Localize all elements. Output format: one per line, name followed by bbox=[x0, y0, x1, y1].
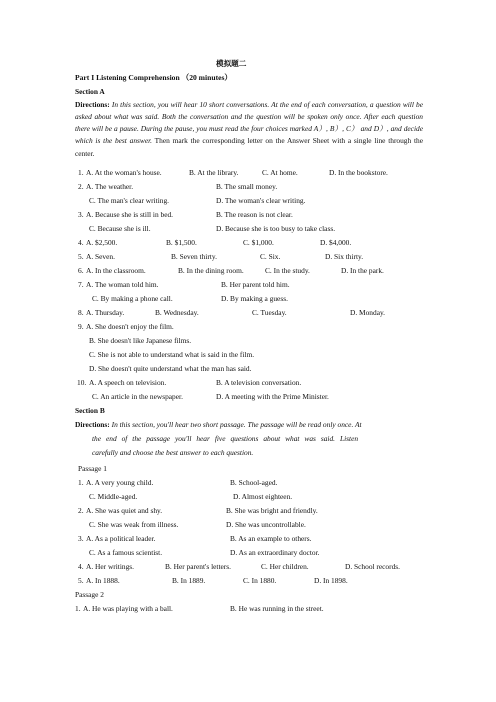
question-number: 2. bbox=[78, 182, 84, 191]
option: A. $2,500. bbox=[86, 238, 118, 247]
directions-plain-text: Then mark the corresponding letter on the Answer Sheet with a single line through the center. bbox=[75, 136, 423, 158]
option: A. Because she is still in bed. bbox=[86, 210, 174, 219]
option: C. At home. bbox=[262, 168, 298, 177]
option: C. In 1880. bbox=[243, 576, 277, 585]
option: C. She was weak from illness. bbox=[89, 520, 179, 529]
option: C. Six. bbox=[260, 252, 281, 261]
option: B. School-aged. bbox=[230, 478, 278, 487]
question-number: 3. bbox=[78, 534, 84, 543]
option: A. In 1888. bbox=[86, 576, 120, 585]
option: C. Middle-aged. bbox=[89, 492, 138, 501]
directions-label: Directions: bbox=[75, 99, 110, 109]
option: B. She was bright and friendly. bbox=[226, 506, 318, 515]
option: D. $4,000. bbox=[320, 238, 352, 247]
passage-2-label: Passage 2 bbox=[75, 590, 104, 599]
option: C. Because she is ill. bbox=[89, 224, 151, 233]
question-number: 4. bbox=[78, 562, 84, 571]
option: D. In the bookstore. bbox=[329, 168, 388, 177]
option: A. At the woman's house. bbox=[86, 168, 162, 177]
option: D. The woman's clear writing. bbox=[216, 196, 306, 205]
question-number: 1. bbox=[75, 604, 81, 613]
option: D. She doesn't quite understand what the man has said. bbox=[89, 364, 252, 373]
option: C. Tuesday. bbox=[252, 308, 287, 317]
option: A. A very young child. bbox=[86, 478, 154, 487]
option: B. Wednesday. bbox=[155, 308, 199, 317]
section-b-directions-line1 bbox=[75, 420, 362, 429]
directions-italic-text: In this section, you will hear 10 short conversations. At the end of each conversation, a question will be asked about what was said. Both the conversation and the question will be spoken only once. After each question there will be a pause. During the pause, you must read the four choices marked A）, B）, C） and D）, and decide which is the best answer. bbox=[75, 99, 423, 146]
option: A. A speech on television. bbox=[89, 378, 167, 387]
option: B. At the library. bbox=[189, 168, 239, 177]
option: A. She was quiet and shy. bbox=[86, 506, 163, 515]
option: A. The woman told him. bbox=[86, 280, 159, 289]
option: B. Her parent told him. bbox=[221, 280, 290, 289]
option: D. Monday. bbox=[350, 308, 386, 317]
directions-label: Directions: bbox=[75, 420, 110, 429]
question-number: 7. bbox=[78, 280, 84, 289]
option: C. The man's clear writing. bbox=[89, 196, 170, 205]
option: D. Because she is too busy to take class. bbox=[216, 224, 336, 233]
option: A. Seven. bbox=[86, 252, 115, 261]
directions-italic-text: In this section, you'll hear two short passage. The passage will be read only once. At bbox=[109, 420, 362, 429]
option: D. School records. bbox=[345, 562, 401, 571]
question-number: 1. bbox=[78, 168, 84, 177]
option: D. A meeting with the Prime Minister. bbox=[216, 392, 329, 401]
option: A. Thursday. bbox=[86, 308, 125, 317]
option: A. As a political leader. bbox=[86, 534, 156, 543]
option: A. He was playing with a ball. bbox=[83, 604, 173, 613]
option: B. Seven thirty. bbox=[171, 252, 217, 261]
section-b-directions-line2: the end of the passage you'll hear five questions about what was said. Listen bbox=[92, 434, 359, 443]
section-a-heading: Section A bbox=[75, 87, 105, 96]
option: D. In 1898. bbox=[314, 576, 348, 585]
option: B. In 1889. bbox=[172, 576, 206, 585]
option: A. She doesn't enjoy the film. bbox=[86, 322, 174, 331]
option: B. A television conversation. bbox=[216, 378, 302, 387]
question-number: 5. bbox=[78, 252, 84, 261]
option: C. She is not able to understand what is said in the film. bbox=[89, 350, 255, 359]
option: B. In the dining room. bbox=[178, 266, 244, 275]
option: C. In the study. bbox=[265, 266, 310, 275]
section-b-directions-line3: carefully and choose the best answer to each question. bbox=[92, 448, 254, 457]
option: A. Her writings. bbox=[86, 562, 135, 571]
option: C. By making a phone call. bbox=[92, 294, 173, 303]
section-a-directions bbox=[75, 99, 423, 160]
question-number: 1. bbox=[78, 478, 84, 487]
option: D. Almost eighteen. bbox=[233, 492, 293, 501]
option: B. The small money. bbox=[216, 182, 278, 191]
page-title: 模拟题二 bbox=[216, 59, 247, 68]
option: A. The weather. bbox=[86, 182, 134, 191]
question-number: 8. bbox=[78, 308, 84, 317]
option: B. She doesn't like Japanese films. bbox=[89, 336, 192, 345]
question-number: 2. bbox=[78, 506, 84, 515]
part-heading: Part I Listening Comprehension （20 minutes） bbox=[75, 73, 233, 82]
passage-1-label: Passage 1 bbox=[78, 464, 107, 473]
question-number: 9. bbox=[78, 322, 84, 331]
option: C. Her children. bbox=[261, 562, 309, 571]
option: B. Her parent's letters. bbox=[165, 562, 231, 571]
option: D. Six thirty. bbox=[325, 252, 364, 261]
section-b-heading: Section B bbox=[75, 406, 105, 415]
option: D. By making a guess. bbox=[221, 294, 288, 303]
question-number: 10. bbox=[77, 378, 87, 387]
option: B. $1,500. bbox=[166, 238, 197, 247]
question-number: 5. bbox=[78, 576, 84, 585]
option: A. In the classroom. bbox=[86, 266, 146, 275]
option: C. $1,000. bbox=[243, 238, 274, 247]
question-number: 4. bbox=[78, 238, 84, 247]
option: B. He was running in the street. bbox=[230, 604, 324, 613]
question-number: 6. bbox=[78, 266, 84, 275]
question-number: 3. bbox=[78, 210, 84, 219]
option: D. She was uncontrollable. bbox=[226, 520, 306, 529]
option: B. As an example to others. bbox=[230, 534, 312, 543]
option: B. The reason is not clear. bbox=[216, 210, 293, 219]
option: D. In the park. bbox=[341, 266, 384, 275]
option: D. As an extraordinary doctor. bbox=[230, 548, 320, 557]
option: C. An article in the newspaper. bbox=[92, 392, 183, 401]
option: C. As a famous scientist. bbox=[89, 548, 163, 557]
